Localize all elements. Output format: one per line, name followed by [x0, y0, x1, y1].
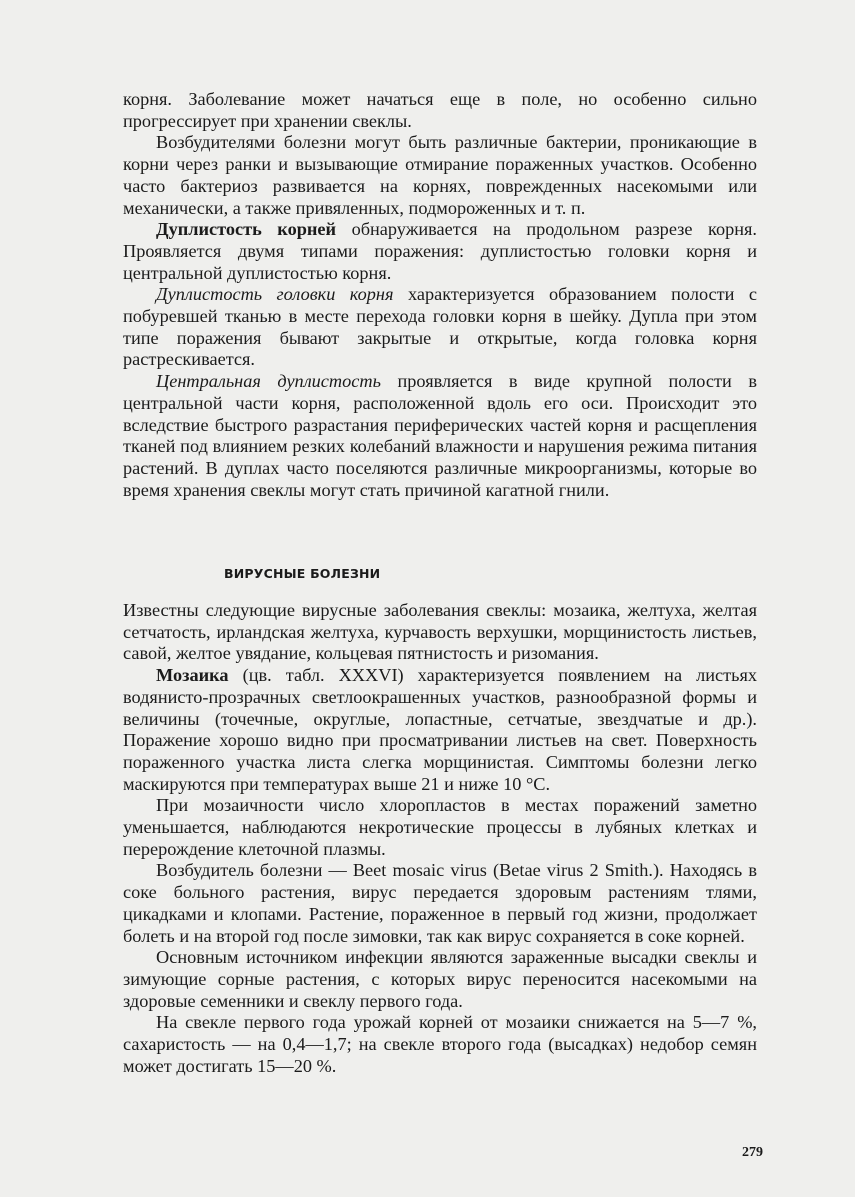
section-heading: ВИРУСНЫЕ БОЛЕЗНИ — [224, 566, 381, 581]
paragraph: корня. Заболевание может начаться еще в поле, но особенно сильно прогрессирует при хранении свеклы. — [123, 89, 757, 131]
paragraph: Возбудителями болезни могут быть различные бактерии, проникающие в корни через ранки и вызывающие отмирание пораженных участков. Особенно часто бактериоз развивается на корнях, поврежденных насекомыми или механически, а также привяленных, подмороженных и т. п. — [123, 132, 757, 218]
paragraph-text: характеризуется образованием полости с побуревшей тканью в месте перехода головки корня в шейку. Дупла при этом типе поражения бывают закрытые и открытые, когда головка корня растрескивается. — [123, 284, 757, 370]
text-block-viral — [123, 600, 757, 1077]
paragraph — [123, 371, 757, 501]
paragraph — [123, 219, 757, 284]
paragraph: Известны следующие вирусные заболевания свеклы: мозаика, желтуха, желтая сетчатость, ирландская желтуха, курчавость верхушки, морщинистость листьев, савой, желтое увядание, кольцевая пятнистость и ризомания. — [123, 600, 757, 664]
paragraph — [123, 284, 757, 371]
paragraph-text: (цв. табл. XXXVI) характеризуется появлением на листьях водянисто-прозрачных светлоокрашенных участков, разнообразной формы и величины (точечные, округлые, лопастные, сетчатые, звездчатые и др.). Поражение хорошо видно при просматривании листьев на свет. Поверхность пораженного участка листа слегка морщинистая. Симптомы болезни легко маскируются при температурах выше 21 и ниже 10 °С. — [123, 665, 757, 794]
bold-term: Мозаика — [156, 665, 229, 686]
paragraph-text: обнаруживается на продольном разрезе корня. Проявляется двумя типами поражения: дуплистостью головки корня и центральной дуплистостью корня. — [123, 219, 757, 283]
page-number: 279 — [742, 1145, 763, 1160]
paragraph: При мозаичности число хлоропластов в местах поражений заметно уменьшается, наблюдаются некротические процессы в лубяных клетках и перерождение клеточной плазмы. — [123, 795, 757, 859]
paragraph — [123, 665, 757, 795]
italic-term: Центральная дуплистость — [156, 371, 381, 392]
text-block-bacterial — [123, 89, 757, 501]
bold-term: Дуплистость корней — [156, 219, 337, 240]
paragraph-text: проявляется в виде крупной полости в центральной части корня, расположенной вдоль его оси. Происходит это вследствие быстрого разрастания периферических частей корня и расщепления тканей под влиянием резких колебаний влажности и нарушения режима питания растений. В дуплах часто поселяются различные микроорганизмы, которые во время хранения свеклы могут стать причиной кагатной гнили. — [123, 371, 757, 500]
paragraph: Возбудитель болезни — Beet mosaic virus (Betae virus 2 Smith.). Находясь в соке больного растения, вирус передается здоровым растениям тлями, цикадками и клопами. Растение, пораженное в первый год жизни, продолжает болеть и на второй год после зимовки, так как вирус сохраняется в соке корней. — [123, 860, 757, 946]
paragraph: Основным источником инфекции являются зараженные высадки свеклы и зимующие сорные растения, с которых вирус переносится насекомыми на здоровые семенники и свеклу первого года. — [123, 947, 757, 1011]
paragraph: На свекле первого года урожай корней от мозаики снижается на 5—7 %, сахаристость — на 0,4—1,7; на свекле второго года (высадках) недобор семян может достигать 15—20 %. — [123, 1012, 757, 1076]
italic-term: Дуплистость головки корня — [156, 284, 394, 305]
